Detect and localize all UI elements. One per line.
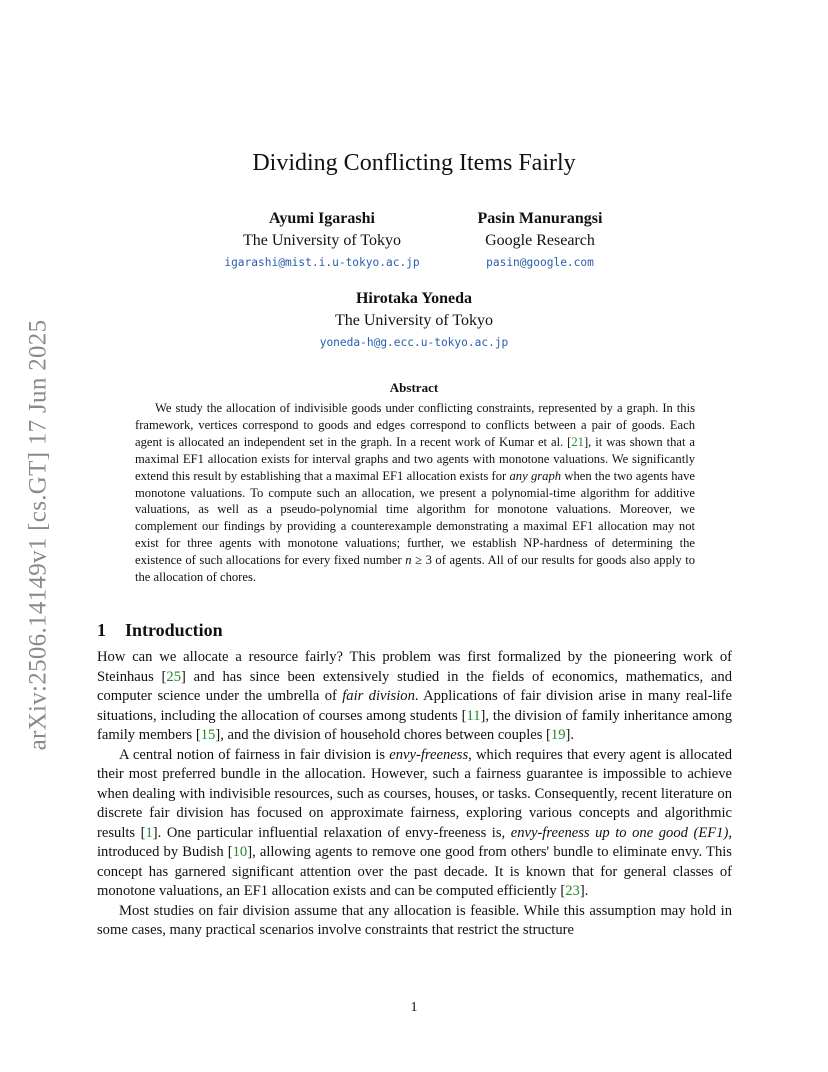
- paragraph-1: [97, 648, 732, 746]
- text-run: , which requires that every agent is allocated their most preferred bundle in the allocation. However, such a fairness guarantee is impossible to achieve when dealing with indivisible resources, such as courses, houses, or tasks. Consequently, recent literature on discrete fair division has focused on approximate fairness, exploring various concepts and algorithmic results [: [97, 746, 732, 841]
- author-block-2: [410, 208, 670, 274]
- paragraph-3: [97, 902, 732, 941]
- section-number: 1: [97, 620, 106, 640]
- paragraph-2: [97, 746, 732, 902]
- abstract-text-run: ≥ 3 of agents. All of our results for goods also apply to the allocation of chores.: [135, 553, 696, 585]
- text-run: . Applications of fair division arise in many real-life situations, including the allocation of courses among students [: [97, 688, 733, 724]
- author-block-3: [284, 288, 544, 354]
- section-heading: [97, 620, 223, 641]
- abstract-text-run: ], it was shown that a maximal EF1 allocation exists for interval graphs and two agents with monotone valuations. We significantly extend this result by establishing that a maximal EF1 allocation exists for: [135, 434, 695, 483]
- author-email-link[interactable]: pasin@google.com: [486, 256, 594, 269]
- author-affiliation: The University of Tokyo: [242, 232, 402, 249]
- author-name: Ayumi Igarashi: [269, 210, 375, 227]
- text-run: Most studies on fair division assume that any allocation is feasible. While this assumption may hold in some cases, many practical scenarios involve constraints that restrict the structure: [97, 902, 732, 938]
- text-run: , introduced by Budish [: [97, 824, 732, 860]
- arxiv-stamp: [18, 300, 58, 770]
- text-run: ]. One particular influential relaxation of envy-freeness is,: [152, 824, 511, 841]
- citation-link[interactable]: 15: [200, 727, 216, 743]
- page-number: 1: [410, 1000, 418, 1015]
- citation-link[interactable]: 10: [232, 844, 248, 860]
- text-run: ], and the division of household chores between couples [: [215, 727, 551, 743]
- author-name: Hirotaka Yoneda: [355, 290, 472, 307]
- text-run: How can we allocate a resource fairly? This problem was first formalized by the pioneering work of Steinhaus [: [97, 649, 732, 685]
- abstract-text-run: We study the allocation of indivisible goods under conflicting constraints, represented by a graph. In this framework, vertices correspond to goods and edges correspond to conflicts between a pair of goods. Each agent is allocated an independent set in the graph. In a recent work of Kumar et al. [: [135, 401, 695, 449]
- text-run: ], allowing agents to remove one good from others' bundle to eliminate envy. This concept has garnered significant attention over the past decade. It is known that for general classes of monotone valuations, an EF1 allocation exists and can be computed efficiently [: [97, 844, 732, 899]
- text-run: ] and has since been extensively studied in the fields of economics, mathematics, and computer science under the umbrella of: [97, 668, 732, 704]
- citation-link[interactable]: 11: [466, 707, 481, 724]
- paper-title: Dividing Conflicting Items Fairly: [252, 150, 576, 176]
- math-variable: n: [405, 553, 412, 568]
- text-run: A central notion of fairness in fair division is: [119, 746, 390, 763]
- citation-link[interactable]: 23: [565, 883, 580, 899]
- body-text: [97, 648, 732, 941]
- emphasis-text: envy-freeness up to one good (EF1): [510, 824, 729, 841]
- abstract-text: [135, 400, 695, 586]
- abstract-text-run: when the two agents have monotone valuations. To compute such an allocation, we present a polynomial-time algorithm for additive valuations, as well as a pseudo-polynomial time algorithm for monotone valuations. Moreover, we complement our findings by providing a counterexample demonstrating a maximal EF1 allocation may not exist for three agents with monotone valuations; further, we establish NP-hardness of determining the existence of such allocations for every fixed number: [135, 468, 695, 568]
- author-affiliation: The University of Tokyo: [334, 312, 494, 329]
- text-run: ].: [579, 883, 589, 899]
- text-run: ], the division of family inheritance among family members [: [97, 707, 732, 743]
- author-email-link[interactable]: igarashi@mist.i.u-tokyo.ac.jp: [224, 256, 420, 269]
- citation-link[interactable]: 1: [145, 824, 153, 841]
- emphasis-text: fair division: [342, 688, 415, 704]
- emphasis-text: envy-freeness: [389, 746, 469, 763]
- text-run: ].: [565, 727, 575, 743]
- arxiv-identifier: arXiv:2506.14149v1 [cs.GT] 17 Jun 2025: [24, 319, 52, 751]
- author-affiliation: Google Research: [485, 232, 595, 249]
- emphasis-text: any graph: [509, 468, 562, 483]
- citation-link[interactable]: 21: [571, 434, 584, 449]
- citation-link[interactable]: 25: [166, 668, 181, 685]
- section-title: Introduction: [125, 620, 223, 640]
- citation-link[interactable]: 19: [550, 727, 566, 743]
- author-email-link[interactable]: yoneda-h@g.ecc.u-tokyo.ac.jp: [319, 336, 509, 349]
- author-name: Pasin Manurangsi: [477, 210, 603, 227]
- abstract-heading: Abstract: [389, 380, 439, 395]
